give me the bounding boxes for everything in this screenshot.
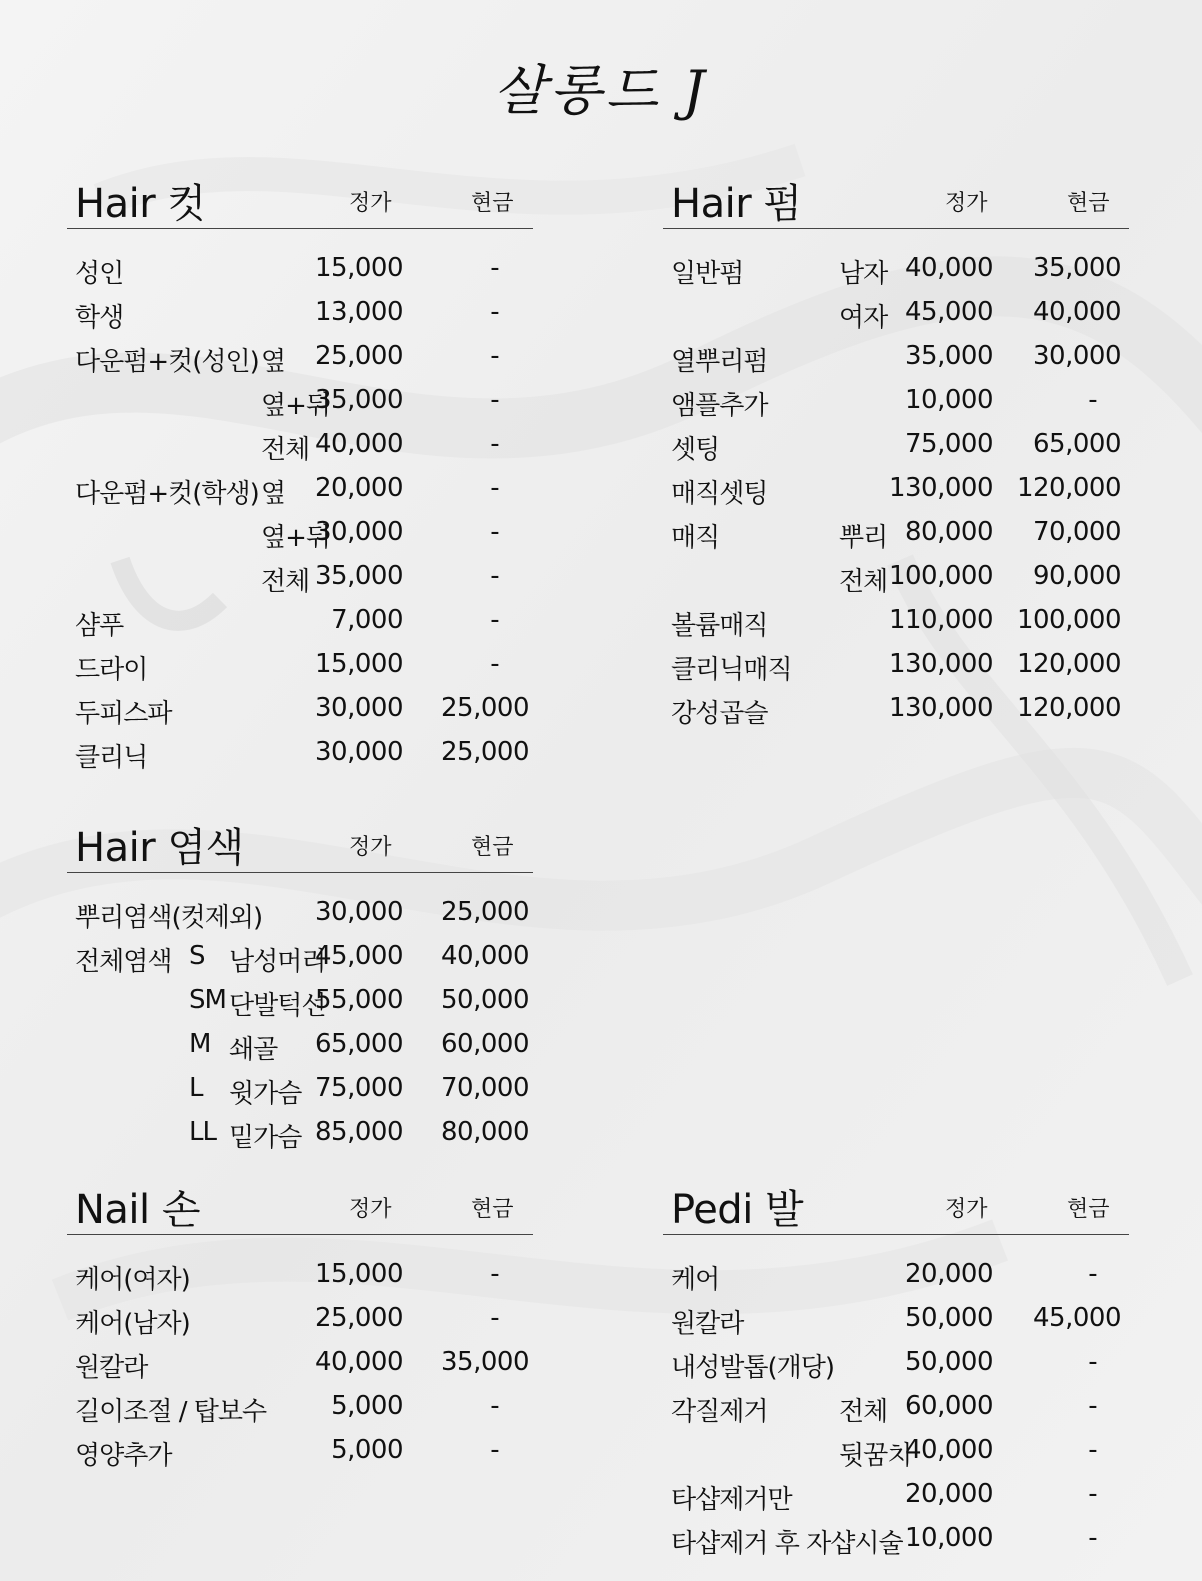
price-row — [67, 385, 533, 429]
item-option: L — [189, 1073, 203, 1103]
item-name: 내성발톱(개당) — [671, 1353, 834, 1383]
price-row — [67, 517, 533, 561]
column-header-cash-price: 현금 — [1067, 1197, 1110, 1222]
cash-price: - — [490, 253, 500, 283]
cash-price: 45,000 — [1033, 1303, 1121, 1333]
item-name: 열뿌리펌 — [671, 347, 768, 377]
price-row — [67, 1073, 533, 1117]
price-row — [67, 1347, 533, 1391]
section-header — [663, 1176, 1129, 1235]
price-row — [67, 693, 533, 737]
price-list — [67, 1259, 533, 1479]
list-price: 13,000 — [315, 297, 403, 327]
column-header-cash-price: 현금 — [1067, 191, 1110, 216]
item-name: 다운펌+컷(성인) — [75, 347, 259, 377]
cash-price: 120,000 — [1016, 649, 1121, 679]
item-option: 옆 — [261, 479, 286, 509]
cash-price: 40,000 — [441, 941, 529, 971]
section-hair-cut — [67, 170, 533, 781]
cash-price: 40,000 — [1033, 297, 1121, 327]
item-option-detail: 밑가슴 — [229, 1123, 302, 1153]
price-row — [663, 341, 1129, 385]
list-price: 80,000 — [905, 517, 993, 547]
item-name: 전체염색 — [75, 947, 172, 977]
item-option: 옆+뒤 — [261, 523, 331, 553]
column-header-list-price: 정가 — [349, 1197, 392, 1222]
price-row — [67, 473, 533, 517]
list-price: 40,000 — [315, 1347, 403, 1377]
price-row — [663, 429, 1129, 473]
list-price: 45,000 — [315, 941, 403, 971]
item-option: S — [189, 941, 205, 971]
item-option: 전체 — [839, 1397, 888, 1427]
column-header-list-price: 정가 — [349, 191, 392, 216]
section-title: Hair 펌 — [671, 181, 802, 227]
item-name: 뿌리염색(컷제외) — [75, 903, 263, 933]
list-price: 15,000 — [315, 253, 403, 283]
list-price: 25,000 — [315, 341, 403, 371]
list-price: 40,000 — [315, 429, 403, 459]
list-price: 35,000 — [905, 341, 993, 371]
item-option-detail: 쇄골 — [229, 1035, 278, 1065]
price-row — [663, 385, 1129, 429]
cash-price: - — [1088, 1435, 1098, 1465]
column-header-list-price: 정가 — [945, 191, 988, 216]
item-name: 길이조절 / 탑보수 — [75, 1397, 267, 1427]
list-price: 30,000 — [315, 693, 403, 723]
cash-price: - — [490, 1391, 500, 1421]
item-option: 옆+뒤 — [261, 391, 331, 421]
item-name: 클리닉 — [75, 743, 148, 773]
section-title: Hair 컷 — [75, 181, 206, 227]
list-price: 30,000 — [315, 517, 403, 547]
column-header-cash-price: 현금 — [471, 1197, 514, 1222]
price-row — [67, 605, 533, 649]
section-header — [663, 170, 1129, 229]
cash-price: - — [490, 473, 500, 503]
price-row — [67, 341, 533, 385]
item-name: 두피스파 — [75, 699, 172, 729]
price-row — [67, 737, 533, 781]
list-price: 40,000 — [905, 1435, 993, 1465]
item-option: 옆 — [261, 347, 286, 377]
list-price: 75,000 — [315, 1073, 403, 1103]
cash-price: 90,000 — [1033, 561, 1121, 591]
list-price: 60,000 — [905, 1391, 993, 1421]
item-name: 일반펌 — [671, 259, 744, 289]
cash-price: 80,000 — [441, 1117, 529, 1147]
list-price: 130,000 — [888, 649, 993, 679]
item-option: 전체 — [261, 435, 310, 465]
price-list — [67, 897, 533, 1161]
column-header-cash-price: 현금 — [471, 835, 514, 860]
price-row — [67, 1029, 533, 1073]
list-price: 7,000 — [331, 605, 403, 635]
item-name: 샴푸 — [75, 611, 124, 641]
item-name: 성인 — [75, 259, 124, 289]
list-price: 85,000 — [315, 1117, 403, 1147]
cash-price: - — [490, 605, 500, 635]
price-row — [67, 561, 533, 605]
cash-price: - — [490, 385, 500, 415]
item-option: M — [189, 1029, 211, 1059]
price-list — [663, 253, 1129, 737]
cash-price: 35,000 — [1033, 253, 1121, 283]
list-price: 35,000 — [315, 561, 403, 591]
price-row — [663, 1303, 1129, 1347]
cash-price: - — [1088, 1479, 1098, 1509]
item-name: 강성곱슬 — [671, 699, 768, 729]
price-row — [67, 429, 533, 473]
cash-price: - — [490, 649, 500, 679]
price-row — [663, 1347, 1129, 1391]
price-list — [663, 1259, 1129, 1567]
item-option-detail: 단발턱선 — [229, 991, 326, 1021]
list-price: 25,000 — [315, 1303, 403, 1333]
item-option: 전체 — [261, 567, 310, 597]
section-hair-perm — [663, 170, 1129, 737]
price-row — [67, 941, 533, 985]
item-name: 매직셋팅 — [671, 479, 768, 509]
price-row — [663, 561, 1129, 605]
list-price: 15,000 — [315, 1259, 403, 1289]
price-row — [663, 253, 1129, 297]
item-name: 영양추가 — [75, 1441, 172, 1471]
item-option-detail: 윗가슴 — [229, 1079, 302, 1109]
item-option: LL — [189, 1117, 216, 1147]
cash-price: 120,000 — [1016, 693, 1121, 723]
cash-price: - — [1088, 1523, 1098, 1553]
cash-price: - — [490, 1303, 500, 1333]
list-price: 50,000 — [905, 1347, 993, 1377]
cash-price: 35,000 — [441, 1347, 529, 1377]
list-price: 5,000 — [331, 1435, 403, 1465]
section-title: Nail 손 — [75, 1187, 201, 1233]
item-name: 케어(여자) — [75, 1265, 190, 1295]
list-price: 110,000 — [888, 605, 993, 635]
cash-price: 50,000 — [441, 985, 529, 1015]
price-row — [67, 985, 533, 1029]
cash-price: - — [490, 1435, 500, 1465]
price-row — [67, 1435, 533, 1479]
column-header-cash-price: 현금 — [471, 191, 514, 216]
item-name: 다운펌+컷(학생) — [75, 479, 259, 509]
price-row — [663, 473, 1129, 517]
price-row — [663, 693, 1129, 737]
cash-price: - — [490, 1259, 500, 1289]
item-name: 볼륨매직 — [671, 611, 768, 641]
item-name: 케어(남자) — [75, 1309, 190, 1339]
price-row — [663, 297, 1129, 341]
list-price: 5,000 — [331, 1391, 403, 1421]
item-option: SM — [189, 985, 226, 1015]
item-name: 케어 — [671, 1265, 720, 1295]
list-price: 10,000 — [905, 1523, 993, 1553]
item-name: 셋팅 — [671, 435, 720, 465]
item-option: 뿌리 — [839, 523, 888, 553]
item-name: 타샵제거 후 자샵시술 — [671, 1529, 903, 1559]
list-price: 40,000 — [905, 253, 993, 283]
price-row — [67, 1303, 533, 1347]
cash-price: 120,000 — [1016, 473, 1121, 503]
price-row — [67, 1391, 533, 1435]
cash-price: 100,000 — [1016, 605, 1121, 635]
list-price: 100,000 — [888, 561, 993, 591]
price-list — [67, 253, 533, 781]
price-row — [67, 897, 533, 941]
cash-price: - — [1088, 1347, 1098, 1377]
list-price: 130,000 — [888, 693, 993, 723]
cash-price: - — [490, 561, 500, 591]
cash-price: - — [490, 429, 500, 459]
section-title: Hair 염색 — [75, 825, 244, 871]
price-row — [663, 1523, 1129, 1567]
item-name: 원칼라 — [75, 1353, 148, 1383]
list-price: 20,000 — [905, 1259, 993, 1289]
column-header-list-price: 정가 — [349, 835, 392, 860]
list-price: 10,000 — [905, 385, 993, 415]
list-price: 35,000 — [315, 385, 403, 415]
price-row — [67, 1259, 533, 1303]
item-option: 뒷꿈치 — [839, 1441, 912, 1471]
section-header — [67, 1176, 533, 1235]
price-row — [67, 649, 533, 693]
item-option: 남자 — [839, 259, 888, 289]
section-header — [67, 170, 533, 229]
item-option-detail: 남성머리 — [229, 947, 326, 977]
price-row — [67, 297, 533, 341]
price-row — [67, 253, 533, 297]
item-option: 여자 — [839, 303, 888, 333]
price-row — [663, 517, 1129, 561]
list-price: 30,000 — [315, 737, 403, 767]
price-row — [663, 605, 1129, 649]
item-name: 드라이 — [75, 655, 148, 685]
price-row — [663, 1479, 1129, 1523]
list-price: 50,000 — [905, 1303, 993, 1333]
cash-price: - — [490, 341, 500, 371]
cash-price: 25,000 — [441, 693, 529, 723]
item-name: 앰플추가 — [671, 391, 768, 421]
section-nail — [67, 1176, 533, 1479]
column-header-list-price: 정가 — [945, 1197, 988, 1222]
section-header — [67, 814, 533, 873]
item-name: 클리닉매직 — [671, 655, 792, 685]
section-title: Pedi 발 — [671, 1187, 804, 1233]
cash-price: - — [490, 297, 500, 327]
list-price: 20,000 — [905, 1479, 993, 1509]
list-price: 55,000 — [315, 985, 403, 1015]
cash-price: 60,000 — [441, 1029, 529, 1059]
price-row — [67, 1117, 533, 1161]
list-price: 30,000 — [315, 897, 403, 927]
list-price: 15,000 — [315, 649, 403, 679]
price-row — [663, 1391, 1129, 1435]
item-name: 매직 — [671, 523, 720, 553]
cash-price: - — [1088, 1259, 1098, 1289]
price-row — [663, 1435, 1129, 1479]
cash-price: - — [490, 517, 500, 547]
cash-price: 70,000 — [441, 1073, 529, 1103]
cash-price: 25,000 — [441, 897, 529, 927]
list-price: 20,000 — [315, 473, 403, 503]
item-name: 각질제거 — [671, 1397, 768, 1427]
cash-price: - — [1088, 385, 1098, 415]
cash-price: - — [1088, 1391, 1098, 1421]
list-price: 45,000 — [905, 297, 993, 327]
cash-price: 65,000 — [1033, 429, 1121, 459]
cash-price: 70,000 — [1033, 517, 1121, 547]
salon-title: 살롱드 J — [493, 59, 709, 122]
item-name: 원칼라 — [671, 1309, 744, 1339]
section-hair-color — [67, 814, 533, 1161]
price-row — [663, 1259, 1129, 1303]
item-name: 학생 — [75, 303, 124, 333]
list-price: 75,000 — [905, 429, 993, 459]
item-option: 전체 — [839, 567, 888, 597]
price-row — [663, 649, 1129, 693]
list-price: 130,000 — [888, 473, 993, 503]
cash-price: 30,000 — [1033, 341, 1121, 371]
list-price: 65,000 — [315, 1029, 403, 1059]
section-pedi — [663, 1176, 1129, 1567]
cash-price: 25,000 — [441, 737, 529, 767]
item-name: 타샵제거만 — [671, 1485, 792, 1515]
